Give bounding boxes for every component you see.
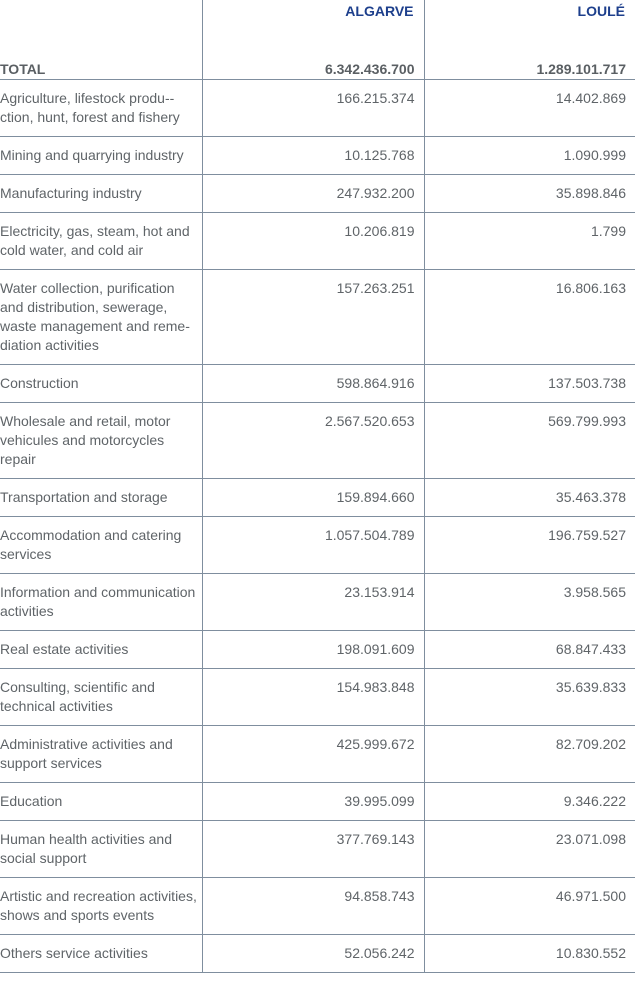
row-label: Manufacturing industry xyxy=(0,175,202,213)
row-algarve-value: 166.215.374 xyxy=(202,80,424,137)
row-label: Wholesale and retail, motor vehicules and motorcycles repair xyxy=(0,403,202,479)
loule-column-header xyxy=(424,0,635,60)
row-algarve-value: 425.999.672 xyxy=(202,726,424,783)
table-row xyxy=(0,574,635,631)
total-row xyxy=(0,60,635,80)
row-label: Administrative activities and support services xyxy=(0,726,202,783)
row-loule-value: 68.847.433 xyxy=(424,631,635,669)
row-loule-value: 137.503.738 xyxy=(424,365,635,403)
row-label: Real estate activities xyxy=(0,631,202,669)
row-loule-value: 35.463.378 xyxy=(424,479,635,517)
row-loule-value: 35.898.846 xyxy=(424,175,635,213)
header-row xyxy=(0,0,635,60)
row-loule-value: 9.346.222 xyxy=(424,783,635,821)
table-row xyxy=(0,878,635,935)
row-algarve-value: 10.125.768 xyxy=(202,137,424,175)
row-label: Agriculture, lifestock produ-ction, hunt, forest and fishery xyxy=(0,80,202,137)
table-row xyxy=(0,726,635,783)
table-row xyxy=(0,631,635,669)
row-loule-value: 46.971.500 xyxy=(424,878,635,935)
row-loule-value: 16.806.163 xyxy=(424,270,635,365)
row-loule-value: 569.799.993 xyxy=(424,403,635,479)
row-label: Human health activities and social support xyxy=(0,821,202,878)
table-row xyxy=(0,821,635,878)
total-loule: 1.289.101.717 xyxy=(424,60,635,80)
row-label: Mining and quarrying industry xyxy=(0,137,202,175)
table-row xyxy=(0,403,635,479)
row-algarve-value: 598.864.916 xyxy=(202,365,424,403)
row-algarve-value: 157.263.251 xyxy=(202,270,424,365)
row-label: Water collection, purification and distribution, sewerage, waste management and reme-diation activities xyxy=(0,270,202,365)
row-loule-value: 82.709.202 xyxy=(424,726,635,783)
row-loule-value: 3.958.565 xyxy=(424,574,635,631)
row-algarve-value: 39.995.099 xyxy=(202,783,424,821)
row-loule-value: 23.071.098 xyxy=(424,821,635,878)
row-algarve-value: 94.858.743 xyxy=(202,878,424,935)
table-row xyxy=(0,517,635,574)
table-row xyxy=(0,213,635,270)
table-row xyxy=(0,669,635,726)
row-loule-value: 1.090.999 xyxy=(424,137,635,175)
label-column-header xyxy=(0,0,202,60)
table-row xyxy=(0,137,635,175)
table-row xyxy=(0,783,635,821)
row-algarve-value: 10.206.819 xyxy=(202,213,424,270)
table-row xyxy=(0,365,635,403)
row-algarve-value: 1.057.504.789 xyxy=(202,517,424,574)
row-label: Others service activities xyxy=(0,935,202,973)
row-algarve-value: 154.983.848 xyxy=(202,669,424,726)
row-loule-value: 14.402.869 xyxy=(424,80,635,137)
row-algarve-value: 247.932.200 xyxy=(202,175,424,213)
row-loule-value: 196.759.527 xyxy=(424,517,635,574)
total-algarve: 6.342.436.700 xyxy=(202,60,424,80)
table-row xyxy=(0,479,635,517)
loule-header-text: LOULÉ xyxy=(577,3,625,19)
row-label: Construction xyxy=(0,365,202,403)
row-algarve-value: 198.091.609 xyxy=(202,631,424,669)
row-loule-value: 35.639.833 xyxy=(424,669,635,726)
algarve-column-header xyxy=(202,0,424,60)
total-label: TOTAL xyxy=(0,60,202,80)
row-algarve-value: 23.153.914 xyxy=(202,574,424,631)
row-algarve-value: 377.769.143 xyxy=(202,821,424,878)
row-algarve-value: 2.567.520.653 xyxy=(202,403,424,479)
table-row xyxy=(0,270,635,365)
row-label: Electricity, gas, steam, hot and cold water, and cold air xyxy=(0,213,202,270)
table-row xyxy=(0,80,635,137)
table-row xyxy=(0,175,635,213)
row-label: Consulting, scientific and technical activities xyxy=(0,669,202,726)
row-loule-value: 1.799 xyxy=(424,213,635,270)
row-algarve-value: 52.056.242 xyxy=(202,935,424,973)
row-label: Artistic and recreation activities, shows and sports events xyxy=(0,878,202,935)
row-label: Accommodation and catering services xyxy=(0,517,202,574)
row-label: Transportation and storage xyxy=(0,479,202,517)
row-label: Education xyxy=(0,783,202,821)
algarve-header-text: ALGARVE xyxy=(345,3,414,19)
row-label: Information and communication activities xyxy=(0,574,202,631)
row-algarve-value: 159.894.660 xyxy=(202,479,424,517)
row-loule-value: 10.830.552 xyxy=(424,935,635,973)
table-row xyxy=(0,935,635,973)
